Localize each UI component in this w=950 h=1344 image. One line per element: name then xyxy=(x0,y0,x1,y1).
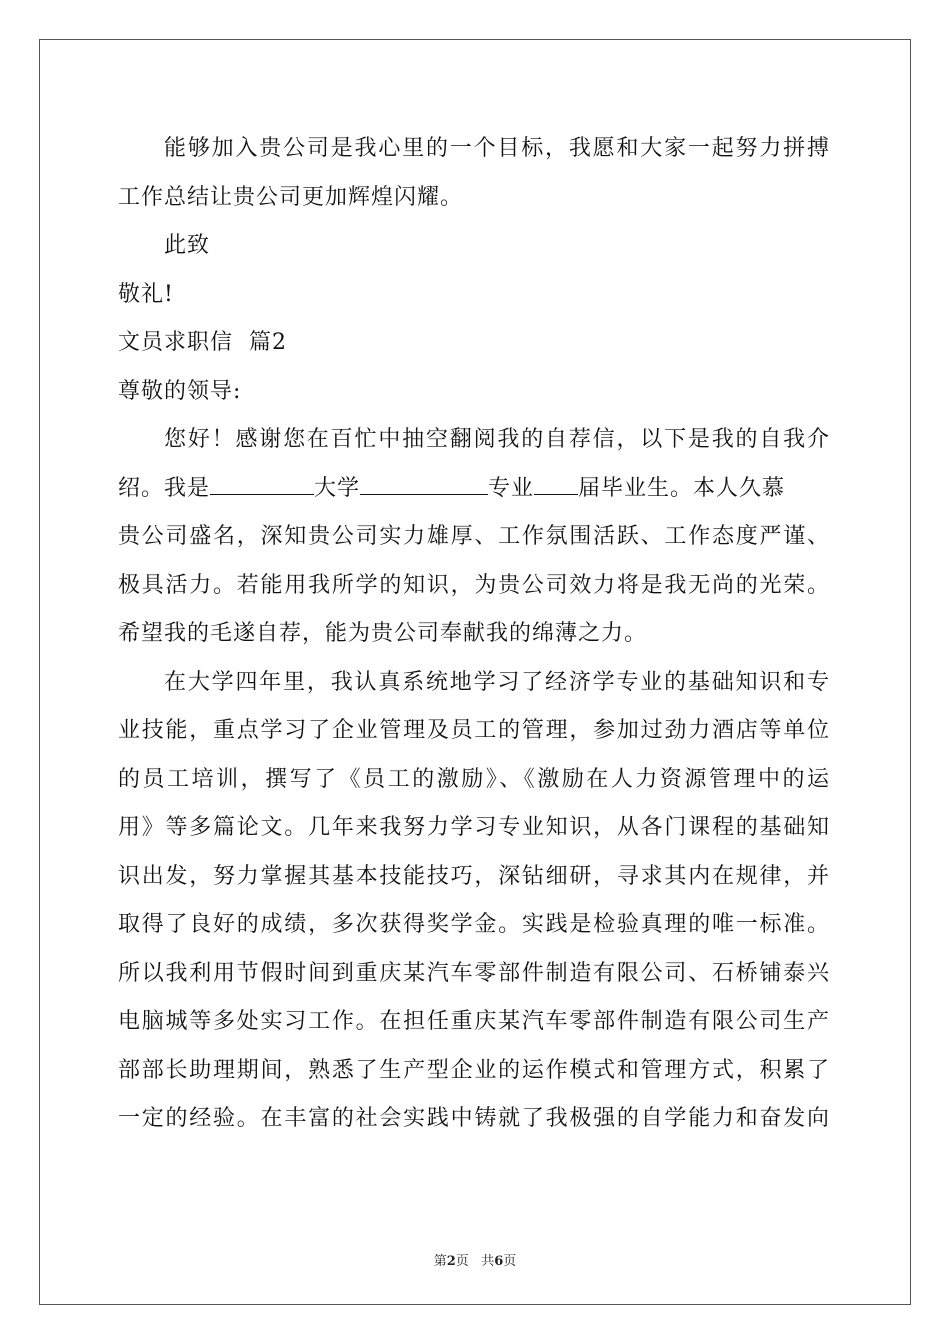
current-page-number: 2 xyxy=(446,1254,456,1269)
total-pages-number: 6 xyxy=(494,1254,504,1269)
line2-part-c: 专业 xyxy=(488,475,535,501)
paragraph-2-line-9: 部部长助理期间，熟悉了生产型企业的运作模式和管理方式，积累了 xyxy=(118,1057,830,1083)
footer-suffix: 页 xyxy=(503,1254,517,1269)
paragraph-1-line-3: 贵公司盛名，深知贵公司实力雄厚、工作氛围活跃、工作态度严谨、 xyxy=(118,524,830,549)
line2-part-b: 大学 xyxy=(314,475,361,501)
paragraph-1-line-2 xyxy=(118,465,830,514)
line2-part-a: 绍。我是 xyxy=(118,475,211,501)
paragraph-2-line-3: 的员工培训，撰写了《员工的激励》、《激励在人力资源管理中的运 xyxy=(118,766,830,792)
paragraph-1-line-5: 希望我的毛遂自荐，能为贵公司奉献我的绵薄之力。 xyxy=(118,621,648,646)
paragraph-2-line-8: 电脑城等多处实习工作。在担任重庆某汽车零部件制造有限公司生产 xyxy=(118,1009,830,1034)
page-footer xyxy=(0,1250,950,1269)
blank-university xyxy=(210,470,314,495)
closing-paragraph-line-1: 能够加入贵公司是我心里的一个目标，我愿和大家一起努力拼搏 xyxy=(164,136,830,161)
paragraph-2-line-5: 识出发，努力掌握其基本技能技巧，深钻细研，寻求其内在规律，并 xyxy=(118,863,830,889)
paragraph-1-line-1: 您好！感谢您在百忙中抽空翻阅我的自荐信，以下是我的自我介 xyxy=(164,427,830,452)
paragraph-1-line-4: 极具活力。若能用我所学的知识，为贵公司效力将是我无尚的光荣。 xyxy=(118,572,830,598)
paragraph-2-line-4: 用》等多篇论文。几年来我努力学习专业知识，从各门课程的基础知 xyxy=(118,815,830,840)
section-title: 文员求职信 篇2 xyxy=(118,330,287,355)
greeting: 尊敬的领导: xyxy=(118,378,242,404)
paragraph-2-line-6: 取得了良好的成绩，多次获得奖学金。实践是检验真理的唯一标准。 xyxy=(118,912,830,937)
footer-prefix: 第 xyxy=(433,1254,447,1269)
salutation-cizhi: 此致 xyxy=(164,233,211,258)
paragraph-2-line-10: 一定的经验。在丰富的社会实践中铸就了我极强的自学能力和奋发向 xyxy=(118,1106,830,1131)
paragraph-2-line-7: 所以我利用节假时间到重庆某汽车零部件制造有限公司、石桥铺泰兴 xyxy=(118,960,830,986)
salutation-jingli: 敬礼! xyxy=(118,281,174,307)
paragraph-2-line-1: 在大学四年里，我认真系统地学习了经济学专业的基础知识和专 xyxy=(164,669,830,695)
blank-major xyxy=(360,470,488,495)
line2-part-d: 届毕业生。本人久慕 xyxy=(578,475,786,501)
blank-year xyxy=(534,470,578,495)
paragraph-2-line-2: 业技能，重点学习了企业管理及员工的管理，参加过劲力酒店等单位 xyxy=(118,718,830,743)
document-body xyxy=(118,125,830,1144)
footer-mid: 页 共 xyxy=(455,1254,495,1269)
closing-paragraph-line-2: 工作总结让贵公司更加辉煌闪耀。 xyxy=(118,184,464,210)
